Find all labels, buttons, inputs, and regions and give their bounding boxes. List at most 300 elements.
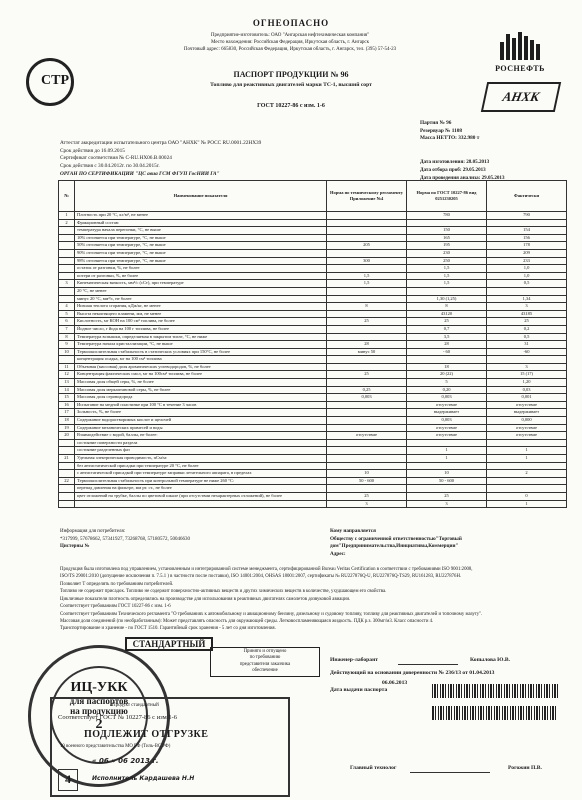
table-row (59, 394, 567, 402)
table-cell: 18 (59, 417, 75, 425)
power-of-attorney: Действующий на основании доверенности № 236/13 от 01.04.2013 (330, 670, 495, 676)
table-cell: 0,001 (487, 394, 567, 402)
table-cell: 9 (59, 341, 75, 349)
document-title: ПАСПОРТ ПРОДУКЦИИ № 96 (233, 70, 349, 79)
table-cell (59, 257, 75, 265)
table-cell (327, 265, 407, 273)
table-cell (59, 249, 75, 257)
table-cell: 17 (59, 409, 75, 417)
table-cell: 0,7 (407, 325, 487, 333)
table-cell: 156 (487, 234, 567, 242)
logo-mark: СТР (41, 73, 69, 88)
table-row (59, 432, 567, 440)
manufacturer-info (120, 33, 460, 53)
consumer-info (60, 528, 300, 551)
engineer-name: Копылова Ю.В. (470, 657, 511, 663)
stamp-line: обеспечение (252, 668, 278, 674)
table-cell: 0,003 (407, 394, 487, 402)
table-cell: 25 (407, 492, 487, 500)
table-cell: 50% отгоняется при температуре, °С, не выше (75, 242, 327, 250)
compliance-line: Продукция была изготовлена под управлением, установленным и интегрированной системе менеджмента, сертифицированной Bureau Veritas Certification в соответствии с требованиями ISO 9001:2008, (60, 567, 473, 572)
engineer-signature-line (398, 664, 458, 665)
document-subtitle: Топливо для реактивных двигателей марки ТС-1, высший сорт (210, 82, 372, 88)
table-cell: - 60 (407, 348, 487, 356)
table-cell: 98% отгоняется при температуре, °С, не выше (75, 257, 327, 265)
note-line: *317999, 57678662, 57341927, 73268768, 57180572, 50046630 (60, 536, 190, 542)
address-line: Обществу с ограниченной ответственностью"Торговый (330, 535, 462, 542)
table-cell: 1,20 (487, 379, 567, 387)
gost-standard: ГОСТ 10227-86 с изм. 1-6 (257, 103, 325, 109)
table-cell: Плотность при 20 °С, кг/м³, не менее (75, 212, 327, 220)
table-cell: Взаимодействие с водой, баллы, не более: (75, 432, 327, 440)
table-cell (59, 356, 75, 364)
table-cell: 3 (407, 500, 487, 508)
table-cell: 1 (487, 500, 567, 508)
table-cell (59, 227, 75, 235)
hazard-label: ОГНЕОПАСНО (252, 18, 330, 28)
table-row (59, 379, 567, 387)
table-row (59, 265, 567, 273)
table-cell: Кинематическая вязкость, мм²/с (сСт), при температуре (75, 280, 327, 288)
table-cell: с антистатической присадкой при температуре заправки летательного аппарата, в пределах (75, 470, 327, 478)
table-cell (59, 242, 75, 250)
table-cell: отсутствие (407, 432, 487, 440)
table-cell: 20 (22) (407, 371, 487, 379)
table-cell: 15 (17) (487, 371, 567, 379)
table-cell: 1 (487, 447, 567, 455)
table-cell (327, 212, 407, 220)
table-cell (327, 333, 407, 341)
table-cell: Содержание водорастворимых кислот и щелочей (75, 417, 327, 425)
table-header-cell: Норма по техническому регламенту Приложение №4 (327, 181, 407, 212)
table-cell: 195 (407, 242, 487, 250)
table-cell (327, 462, 407, 470)
table-cell: 14 (59, 386, 75, 394)
table-cell (407, 219, 487, 227)
shipment-title: ПОДЛЕЖИТ ОТГРУЗКЕ (84, 729, 209, 740)
table-row (59, 295, 567, 303)
table-row (59, 242, 567, 250)
stamp-line: 10 военного представительства МО РФ (Тиль-ВС РФ) (60, 744, 171, 749)
table-cell: 233 (487, 257, 567, 265)
table-cell: 3,5 (407, 333, 487, 341)
table-cell: 1,5 (407, 265, 487, 273)
table-row (59, 371, 567, 379)
table-cell: минус 50 (327, 348, 407, 356)
table-row (59, 447, 567, 455)
table-cell: 1 (59, 212, 75, 220)
stamp-line: Соответствует ГОСТ № 10227-86 с изм 1-6 (58, 714, 178, 721)
certification-body: ОРГАН ПО СЕРТИФИКАЦИИ "ЦС авиа ГСМ ФГУП ГосНИИ ГА" (60, 171, 220, 177)
table-cell: 15 (59, 394, 75, 402)
table-cell (59, 287, 75, 295)
table-cell: 43120 (407, 310, 487, 318)
table-cell (327, 249, 407, 257)
table-cell (327, 325, 407, 333)
table-cell: 1,0 (487, 265, 567, 273)
table-cell (327, 295, 407, 303)
table-cell: состояние поверхности раздела (75, 439, 327, 447)
table-cell: 25 (487, 318, 567, 326)
table-cell: 250 (407, 257, 487, 265)
plant-mark: АНХК (501, 89, 541, 104)
table-cell: Массовая доля меркаптановой серы, %, не более (75, 386, 327, 394)
table-cell (59, 265, 75, 273)
table-cell: 0,03 (487, 386, 567, 394)
table-row (59, 439, 567, 447)
table-row (59, 227, 567, 235)
table-row (59, 424, 567, 432)
table-cell: 11 (59, 363, 75, 371)
table-cell (487, 462, 567, 470)
batch-line: Масса НЕТТО: 332.980 т (420, 135, 480, 142)
stamp-line: Принято и отпущено (243, 649, 287, 654)
table-cell: 8 (407, 303, 487, 311)
table-cell: Содержание механических примесей и воды (75, 424, 327, 432)
table-cell: 1,0 (487, 272, 567, 280)
stamp-line: ИЦ-УКК (70, 680, 128, 695)
table-cell: 0 (487, 492, 567, 500)
table-row (59, 234, 567, 242)
accreditation-line: Срок действия до 16.09.2015 (60, 147, 125, 154)
table-cell (487, 439, 567, 447)
issue-date-label: Дата выдачи паспорта (330, 687, 388, 693)
stamp-line: по требованию (249, 655, 281, 661)
table-row (59, 287, 567, 295)
table-cell: 12 (59, 371, 75, 379)
date-line: Дата проведения анализа: 29.05.2013 (420, 175, 505, 182)
table-cell (59, 272, 75, 280)
table-cell (59, 492, 75, 500)
compliance-line: Позволяет Т определять по требованиям потребителей. (60, 581, 174, 587)
table-row (59, 257, 567, 265)
table-cell (327, 447, 407, 455)
table-cell: 7 (59, 325, 75, 333)
table-cell: 165 (407, 234, 487, 242)
address-line: Кому направляется (330, 528, 376, 534)
table-cell: Испытание на медной пластинке при 100 °С в течение 3 часов (75, 401, 327, 409)
table-cell: Фракционный состав: (75, 219, 327, 227)
recipient-address (330, 528, 560, 558)
table-cell (327, 227, 407, 235)
shipment-signer: Исполнитель Кардашева Н.Н (92, 775, 195, 782)
table-cell: 25 (327, 371, 407, 379)
table-row (59, 325, 567, 333)
table-cell (487, 356, 567, 364)
table-cell: 22 (59, 477, 75, 485)
table-cell: 31 (487, 341, 567, 349)
table-cell (327, 455, 407, 463)
table-cell: 20 °С, не менее (75, 287, 327, 295)
table-row (59, 485, 567, 493)
table-cell: отсутствие (327, 432, 407, 440)
compliance-line: Топливо не содержит присадок. Топливо не содержит поверхностно-активных веществ и других химических веществ в количестве, ухудшающем его свойства. (60, 589, 387, 595)
table-cell: 205 (327, 242, 407, 250)
table-cell (327, 234, 407, 242)
batch-line: Резервуар № 1108 (420, 127, 463, 134)
table-cell (407, 287, 487, 295)
table-cell: 50 - 600 (327, 477, 407, 485)
shipment-date: « 06 » 06 2013 г. (92, 757, 159, 765)
table-cell: 43185 (487, 310, 567, 318)
table-cell: выдерживает (407, 409, 487, 417)
engineer-label: Инженер-лаборант (330, 657, 379, 663)
table-cell: без антистатической присадки при температуре 20 °С, не более (75, 462, 327, 470)
accreditation-line: Сертификат соответствия № С-RU.НХ06.В.00024 (60, 155, 172, 162)
table-header-cell: Фактически (487, 181, 567, 212)
table-cell: выдерживает (487, 409, 567, 417)
table-row (59, 212, 567, 220)
table-cell: 1,5 (407, 280, 487, 288)
table-cell: 3 (487, 363, 567, 371)
table-cell: 0,20 (407, 386, 487, 394)
table-cell: Термоокислительная стабильность в статических условиях при 150°С, не более (75, 348, 327, 356)
table-cell: Кислотность, мг КОН на 100 см³ топлива, не более (75, 318, 327, 326)
table-cell: Температура начала кристаллизации, °С, не выше (75, 341, 327, 349)
compliance-line: Массовая доля соединений (по необработанным): Может представлять опасность для окружающей среды. Легковоспламеняющаяся жидкость. ПДК р.з. 300мг/м3. Класс опасности 4. (60, 618, 434, 624)
table-cell: 13 (59, 379, 75, 387)
table-cell: 5 (407, 379, 487, 387)
table-cell: 8 (59, 333, 75, 341)
table-cell: 6 (59, 318, 75, 326)
table-cell: Йодное число, г йода на 100 г топлива, не более (75, 325, 327, 333)
table-row (59, 477, 567, 485)
table-cell: 25 (407, 318, 487, 326)
table-cell (487, 485, 567, 493)
table-row (59, 249, 567, 257)
table-cell: 300 (327, 257, 407, 265)
table-cell: 18 (407, 363, 487, 371)
batch-info (420, 120, 560, 143)
table-row (59, 310, 567, 318)
table-header-row (59, 181, 567, 212)
table-cell: 28 (407, 341, 487, 349)
table-cell (327, 363, 407, 371)
table-row (59, 401, 567, 409)
maker-line: Место нахождения: Российская Федерация, Иркутская область, г. Ангарск (210, 39, 370, 45)
table-cell: 780 (407, 212, 487, 220)
table-cell (59, 500, 75, 508)
date-line: Дата отбора проб: 29.05.2013 (420, 167, 486, 174)
table-cell: 1,5 (327, 272, 407, 280)
table-cell: цвет отложений на трубке, баллы по цветовой шкале (при отсутствии нехарактерных отложений), не более (75, 492, 327, 500)
accreditation-block (60, 140, 330, 171)
table-cell: 21 (59, 455, 75, 463)
table-cell: 28 (327, 341, 407, 349)
table-cell: 19 (59, 424, 75, 432)
table-cell (327, 310, 407, 318)
table-cell: остаток от разгонки, %, не более (75, 265, 327, 273)
stamp-line: Продукт стандартный (112, 703, 159, 708)
barcode-icon (432, 706, 558, 720)
table-row (59, 455, 567, 463)
table-cell: Термоокислительная стабильность при контрольной температуре не ниже 260 °С: (75, 477, 327, 485)
table-cell (75, 500, 327, 508)
table-cell (327, 485, 407, 493)
barcode-icon (432, 684, 558, 698)
table-cell: 10 (327, 470, 407, 478)
compliance-text (60, 566, 560, 633)
table-cell: 10 (59, 348, 75, 356)
table-row (59, 280, 567, 288)
table-cell: 1,30 (1,25) (407, 295, 487, 303)
table-cell: 1,5 (407, 272, 487, 280)
table-row (59, 417, 567, 425)
table-cell (407, 462, 487, 470)
issue-date: 06.06.2013 (382, 680, 408, 686)
compliance-line: Соответствует требованиям ГОСТ 10227-86 с изм. 1-6 (60, 604, 171, 610)
table-cell (327, 401, 407, 409)
technologist-label: Главный технолог (350, 765, 397, 771)
table-cell: температура начала перегонки, °С, не выше (75, 227, 327, 235)
standard-stamp: СТАНДАРТНЫЙ (125, 637, 213, 651)
table-cell: 25 (327, 318, 407, 326)
table-cell: 0,5 (487, 280, 567, 288)
table-cell (59, 295, 75, 303)
date-line: Дата изготовления: 28.05.2013 (420, 159, 490, 165)
table-cell (487, 219, 567, 227)
table-row (59, 333, 567, 341)
table-cell (407, 485, 487, 493)
table-cell: состояние разделенных фаз (75, 447, 327, 455)
note-line: Цистерны № (60, 544, 90, 549)
table-cell (327, 409, 407, 417)
table-cell: 25 (327, 492, 407, 500)
table-cell: потери от разгонки, %, не более (75, 272, 327, 280)
address-line: Адрес: (330, 550, 346, 557)
compliance-line: Транспортирование и хранение - по ГОСТ 1510. Гарантийный срок хранения - 5 лет со дня изготовления. (60, 626, 276, 632)
table-row (59, 492, 567, 500)
maker-line: Почтовый адрес: 665830, Российская Федерация, Иркутская область, г. Ангарск, тел. (395) 57-54-23 (183, 46, 397, 52)
table-cell: 1,5 (327, 280, 407, 288)
table-cell: перепад давления на фильтре, мм рт. ст., не более (75, 485, 327, 493)
table-cell (327, 219, 407, 227)
table-cell: 20 (59, 432, 75, 440)
note-line: Информация для потребителя: (60, 529, 126, 534)
accreditation-line: Аттестат аккредитации испытательного центра ОАО "АНХК" № РОСС RU.0001.22НХ39 (60, 140, 262, 146)
compliance-line: ISO/TS 29001:2010 (допущение исключения п. 7.5.1 ) в частности после поставки), ISO 14001:2004, OHSAS 18001:2007, сертификаты № RU227876Q-U, RU227876Q-TS29, RU161283, RU227876H. (60, 574, 462, 580)
table-cell: концентрация осадка, мг на 100 см³ топлива (75, 356, 327, 364)
table-row (59, 500, 567, 508)
table-row (59, 272, 567, 280)
table-cell: 3 (487, 303, 567, 311)
table-cell: 90% отгоняется при температуре, °С, не выше (75, 249, 327, 257)
table-cell: Объемная (массовая) доля ароматических углеводородов, %, не более (75, 363, 327, 371)
table-cell: 0,5 (487, 333, 567, 341)
table-cell: 16 (59, 401, 75, 409)
table-cell: отсутствие (487, 432, 567, 440)
technologist-signature-line (410, 772, 490, 773)
table-row (59, 470, 567, 478)
table-cell: Массовая доля общей серы, %, не более (75, 379, 327, 387)
table-cell: 3 (59, 280, 75, 288)
stamp-line: представителя заказчика (239, 661, 291, 667)
table-cell (487, 287, 567, 295)
table-header-cell: Наименование показателя (75, 181, 327, 212)
stamp-line: 2 (95, 716, 103, 732)
table-cell: 2 (59, 219, 75, 227)
table-cell: отсутствие (407, 401, 487, 409)
compliance-line: Цикличные показатели плотность определялись на производстве для использования в реактивных двигателях самолетов дозвуковой авиации. (60, 596, 351, 602)
table-cell: Удельная электрическая проводимость, пСм/м: (75, 455, 327, 463)
table-cell: 10 (407, 470, 487, 478)
table-cell (407, 439, 487, 447)
table-cell (59, 470, 75, 478)
table-cell: Низшая теплота сгорания, кДж/кг, не менее (75, 303, 327, 311)
table-cell (59, 447, 75, 455)
brand-name: РОСНЕФТЬ (495, 64, 545, 73)
table-cell: 178 (487, 242, 567, 250)
table-cell: 790 (487, 212, 567, 220)
table-row (59, 409, 567, 417)
table-header-cell: № (59, 181, 75, 212)
specification-table (58, 180, 567, 508)
table-cell (327, 287, 407, 295)
address-line: дом"Предпринимательства,Инициативы,Коммерции" (330, 543, 459, 550)
table-cell (59, 439, 75, 447)
table-cell: 1 (407, 455, 487, 463)
shipment-stamp (50, 697, 290, 797)
table-cell: 0,003 (407, 417, 487, 425)
table-cell: 209 (487, 249, 567, 257)
table-cell: Зольность, %, не более (75, 409, 327, 417)
stamp-line: для паспортов (69, 696, 129, 707)
batch-line: Партия № 96 (420, 120, 452, 126)
acceptance-stamp (210, 647, 320, 677)
table-cell (327, 356, 407, 364)
table-header-cell: Норма по ГОСТ 10227-86 вид 0251230205 (407, 181, 487, 212)
table-row (59, 363, 567, 371)
table-cell: 10% отгоняется при температуре, °С, не выше (75, 234, 327, 242)
table-cell (407, 356, 487, 364)
stamp-line: на продукцию (70, 706, 128, 717)
compliance-line: Соответствует требованиям Технического регламента "О требованиях к автомобильному и авиационному бензину, дизельному и судовому топливу, топливу для реактивных двигателей и топочному мазуту". (60, 611, 483, 617)
table-cell: 3 (327, 500, 407, 508)
table-cell: 5 (59, 310, 75, 318)
table-row (59, 219, 567, 227)
table-cell (327, 379, 407, 387)
stamp-number: 4 (58, 769, 78, 791)
table-cell: 150 (407, 227, 487, 235)
table-row (59, 356, 567, 364)
table-cell (59, 462, 75, 470)
table-cell (327, 424, 407, 432)
table-cell: 0,003 (327, 394, 407, 402)
table-cell: 1,34 (487, 295, 567, 303)
table-cell: 230 (407, 249, 487, 257)
table-cell: 50 - 600 (407, 477, 487, 485)
table-cell (327, 417, 407, 425)
table-cell: 2 (487, 470, 567, 478)
table-cell: 1 (487, 455, 567, 463)
table-cell: отсутствие (487, 424, 567, 432)
dates-block (420, 158, 570, 182)
technologist-name: Рогожин П.В. (508, 765, 542, 771)
table-cell: 0,25 (327, 386, 407, 394)
table-row (59, 462, 567, 470)
table-cell: 0,000 (487, 417, 567, 425)
table-cell: отсутствие (487, 401, 567, 409)
table-cell: 1 (407, 447, 487, 455)
table-cell (59, 234, 75, 242)
table-row (59, 318, 567, 326)
table-cell: Концентрация фактических смол, мг на 100см³ топлива, не более (75, 371, 327, 379)
table-cell: Высота некоптящего пламени, мм, не менее (75, 310, 327, 318)
table-cell: 4 (59, 303, 75, 311)
table-cell: Температура вспышки, определяемая в закрытом тигле, °С, не ниже (75, 333, 327, 341)
table-row (59, 303, 567, 311)
table-row (59, 386, 567, 394)
